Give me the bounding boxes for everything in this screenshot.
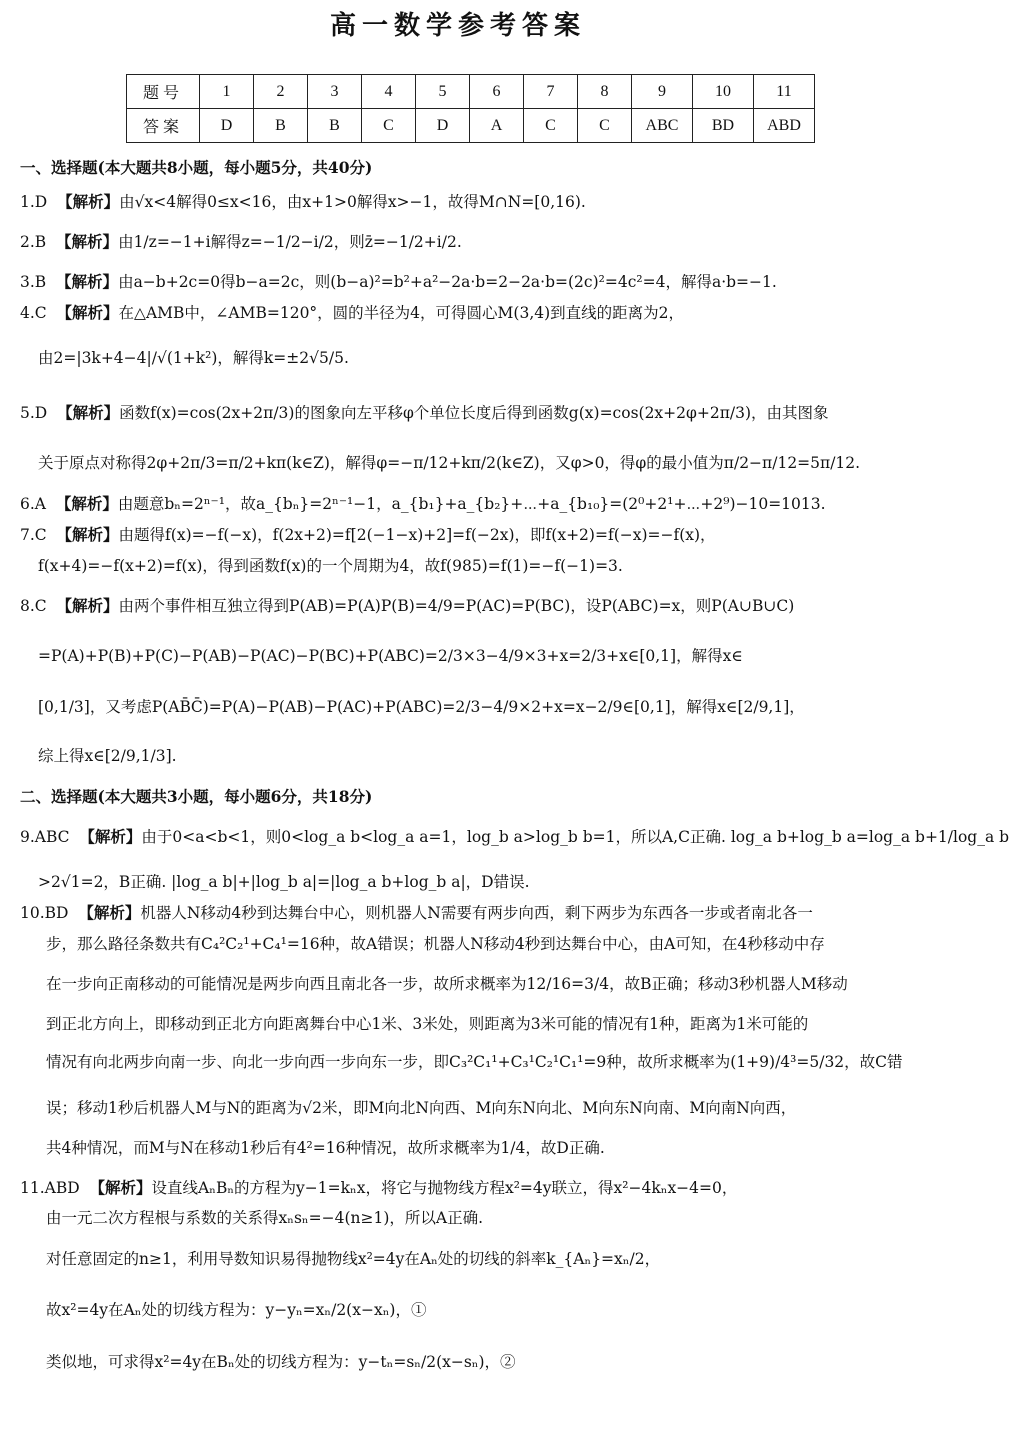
question-6: [20, 494, 826, 514]
question-10-line-3: 在一步向正南移动的可能情况是两步向西且南北各一步，故所求概率为12/16=3/4，故B正确；移动3秒机器人M移动: [46, 975, 848, 993]
solution-tag: 【解析】: [56, 525, 119, 544]
question-5-line-2: 关于原点对称得2φ+2π/3=π/2+kπ(k∈Z)，解得φ=−π/12+kπ/2(k∈Z)，又φ>0，得φ的最小值为π/2−π/12=5π/12.: [38, 454, 861, 472]
question-11-line-2: 由一元二次方程根与系数的关系得xₙsₙ=−4(n≥1)，所以A正确.: [46, 1209, 483, 1227]
table-cell: 9: [632, 75, 693, 109]
question-answer: A: [34, 495, 46, 513]
answer-table: [126, 74, 815, 143]
question-4-line-2: 由2=|3k+4−4|/√(1+k²)，解得k=±2√5/5.: [38, 349, 349, 367]
table-cell: 11: [754, 75, 815, 109]
question-answer: D: [34, 404, 48, 422]
question-10-line-5: 情况有向北两步向南一步、向北一步向西一步向东一步，即C₃²C₁¹+C₃¹C₂¹C₁¹=9种，故所求概率为(1+9)/4³=5/32，故C错: [46, 1053, 903, 1071]
question-answer: BD: [44, 904, 69, 922]
answer-table-answer-row: [127, 109, 815, 143]
question-11-line-5: 类似地，可求得x²=4y在Bₙ处的切线方程为：y−tₙ=sₙ/2(x−sₙ)，②: [46, 1353, 516, 1371]
table-cell: C: [578, 109, 632, 143]
table-cell: 5: [416, 75, 470, 109]
question-11-line-4: 故x²=4y在Aₙ处的切线方程为：y−yₙ=xₙ/2(x−xₙ)，①: [46, 1301, 427, 1319]
question-7-line-2: f(x+4)=−f(x+2)=f(x)，得到函数f(x)的一个周期为4，故f(985)=f(1)=−f(−1)=3.: [38, 557, 623, 575]
table-cell: A: [470, 109, 524, 143]
question-9-line-2: >2√1=2，B正确. |log_a b|+|log_b a|=|log_a b+log_b a|，D错误.: [38, 873, 530, 891]
question-8: [20, 596, 794, 616]
solution-tag: 【解析】: [56, 272, 119, 291]
question-number: 7.: [20, 526, 35, 544]
solution-text: 由√x<4解得0≤x<16，由x+1>0解得x>−1，故得M∩N=[0,16).: [119, 193, 586, 211]
question-answer: B: [34, 233, 47, 251]
question-number: 6.: [20, 495, 35, 513]
question-2: [20, 232, 462, 252]
solution-tag: 【解析】: [55, 494, 118, 513]
solution-text: 由于0<a<b<1，则0<log_a b<log_a a=1，log_b a>log_b b=1，所以A,C正确. log_a b+log_b a=log_a b+1/log_a b: [141, 828, 1009, 846]
question-number: 4.: [20, 304, 35, 322]
question-number: 1.: [20, 193, 35, 211]
table-cell: D: [200, 109, 254, 143]
solution-text: 由a−b+2c=0得b−a=2c，则(b−a)²=b²+a²−2a·b=2−2a·b=(2c)²=4c²=4，解得a·b=−1.: [118, 273, 777, 291]
table-cell: 4: [362, 75, 416, 109]
question-9: [20, 827, 1009, 847]
question-answer: B: [34, 273, 47, 291]
solution-text: 由1/z=−1+i解得z=−1/2−i/2，则z̄=−1/2+i/2.: [118, 233, 462, 251]
table-cell: 6: [470, 75, 524, 109]
solution-tag: 【解析】: [56, 596, 119, 615]
question-11-line-3: 对任意固定的n≥1，利用导数知识易得抛物线x²=4y在Aₙ处的切线的斜率k_{Aₙ}=xₙ/2，: [46, 1250, 661, 1268]
table-cell: 2: [254, 75, 308, 109]
question-answer: C: [34, 526, 47, 544]
question-number: 8.: [20, 597, 35, 615]
solution-tag: 【解析】: [78, 903, 141, 922]
table-cell: C: [524, 109, 578, 143]
solution-tag: 【解析】: [57, 192, 120, 211]
question-number: 10.: [20, 904, 45, 922]
question-10-line-7: 共4种情况，而M与N在移动1秒后有4²=16种情况，故所求概率为1/4，故D正确.: [46, 1139, 605, 1157]
solution-text: 函数f(x)=cos(2x+2π/3)的图象向左平移φ个单位长度后得到函数g(x)=cos(2x+2φ+2π/3)，由其图象: [119, 404, 829, 422]
page-title-text: 高一数学参考答案: [330, 11, 587, 41]
question-answer: C: [34, 304, 47, 322]
question-7: [20, 525, 716, 545]
question-10: [20, 903, 813, 923]
question-number: 2.: [20, 233, 35, 251]
question-answer: ABC: [34, 828, 70, 846]
table-cell: ABD: [754, 109, 815, 143]
question-10-line-4: 到正北方向上，即移动到正北方向距离舞台中心1米、3米处，则距离为3米可能的情况有1种，距离为1米可能的: [46, 1015, 809, 1033]
question-8-line-4: 综上得x∈[2/9,1/3].: [38, 747, 177, 765]
table-cell: B: [308, 109, 362, 143]
table-cell: B: [254, 109, 308, 143]
solution-text: 设直线AₙBₙ的方程为y−1=kₙx，将它与抛物线方程x²=4y联立，得x²−4kₙx−4=0，: [151, 1179, 738, 1197]
table-cell: BD: [693, 109, 754, 143]
table-cell: 3: [308, 75, 362, 109]
solution-text: 在△AMB中，∠AMB=120°，圆的半径为4，可得圆心M(3,4)到直线的距离为2，: [118, 304, 685, 322]
solution-tag: 【解析】: [56, 232, 119, 251]
question-8-line-3: [0,1/3]，又考虑P(AB̄C̄)=P(A)−P(AB)−P(AC)+P(ABC)=2/3−4/9×2+x=x−2/9∈[0,1]，解得x∈[2/9,1]，: [38, 698, 805, 716]
section1-heading: 一、选择题(本大题共8小题，每小题5分，共40分): [20, 158, 373, 177]
answer-table-number-row: [127, 75, 815, 109]
solution-text: 机器人N移动4秒到达舞台中心，则机器人N需要有两步向西，剩下两步为东西各一步或者南北各一: [140, 904, 813, 922]
solution-tag: 【解析】: [79, 827, 142, 846]
table-cell: 10: [693, 75, 754, 109]
solution-text: 由两个事件相互独立得到P(AB)=P(A)P(B)=4/9=P(AC)=P(BC)，设P(ABC)=x，则P(A∪B∪C): [118, 597, 795, 615]
answer-table-row1-label: 题号: [127, 75, 200, 109]
table-cell: D: [416, 109, 470, 143]
table-cell: ABC: [632, 109, 693, 143]
question-answer: D: [34, 193, 48, 211]
solution-tag: 【解析】: [89, 1178, 152, 1197]
question-3: [20, 272, 777, 292]
section2-heading: 二、选择题(本大题共3小题，每小题6分，共18分): [20, 787, 373, 806]
question-answer: ABD: [44, 1179, 80, 1197]
question-4: [20, 303, 684, 323]
question-8-line-2: =P(A)+P(B)+P(C)−P(AB)−P(AC)−P(BC)+P(ABC)=2/3×3−4/9×3+x=2/3+x∈[0,1]，解得x∈: [38, 647, 743, 665]
solution-text: 由题得f(x)=−f(−x)，f(2x+2)=f[2(−1−x)+2]=f(−2x)，即f(x+2)=f(−x)=−f(x)，: [118, 526, 716, 544]
question-number: 9.: [20, 828, 35, 846]
solution-tag: 【解析】: [57, 403, 120, 422]
question-number: 5.: [20, 404, 35, 422]
question-11: [20, 1178, 737, 1198]
solution-tag: 【解析】: [56, 303, 119, 322]
question-10-line-2: 步，那么路径条数共有C₄²C₂¹+C₄¹=16种，故A错误；机器人N移动4秒到达舞台中心，由A可知，在4秒移动中存: [46, 935, 825, 953]
table-cell: 1: [200, 75, 254, 109]
solution-text: 由题意bₙ=2ⁿ⁻¹，故a_{bₙ}=2ⁿ⁻¹−1，a_{b₁}+a_{b₂}+⋯+a_{b₁₀}=(2⁰+2¹+⋯+2⁹)−10=1013.: [117, 495, 826, 513]
question-5: [20, 403, 829, 423]
question-10-line-6: 误；移动1秒后机器人M与N的距离为√2米，即M向北N向西、M向东N向北、M向东N向南、M向南N向西，: [46, 1099, 797, 1117]
question-number: 3.: [20, 273, 35, 291]
table-cell: C: [362, 109, 416, 143]
table-cell: 8: [578, 75, 632, 109]
question-number: 11.: [20, 1179, 45, 1197]
question-1: [20, 192, 586, 212]
table-cell: 7: [524, 75, 578, 109]
question-answer: C: [34, 597, 47, 615]
page-title: [330, 11, 620, 52]
answer-table-row2-label: 答案: [127, 109, 200, 143]
